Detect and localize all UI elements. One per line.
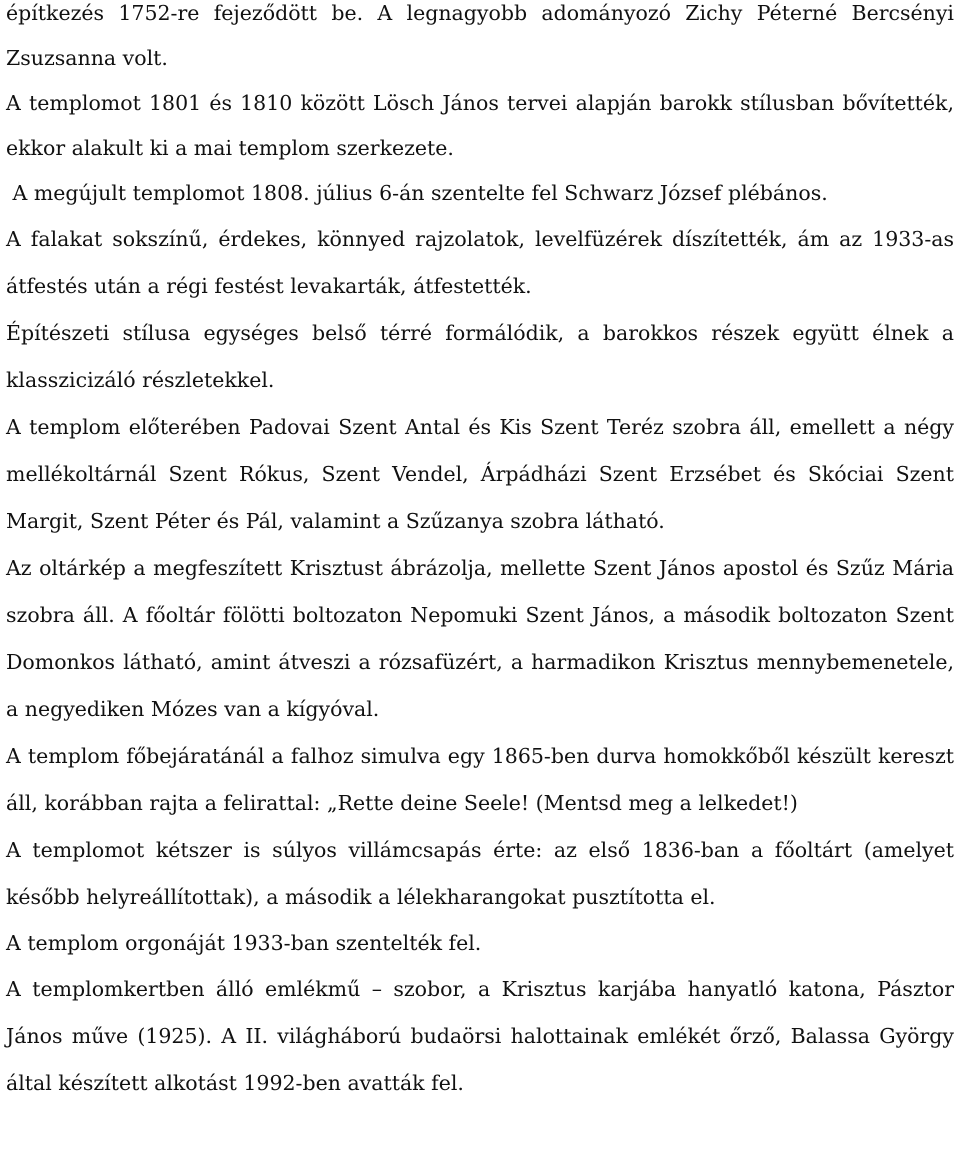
paragraph-consecration: A megújult templomot 1808. július 6-án szentelte fel Schwarz József plébános. [6,181,828,205]
paragraph-expansion: A templomot 1801 és 1810 között Lösch János tervei alapján barokk stílusban bővítették, ekkor alakult ki a mai templom szerkezete. [6,91,954,160]
paragraph-altarpiece: Az oltárkép a megfeszített Krisztust ábrázolja, mellette Szent János apostol és Szűz Mária szobra áll. A főoltár fölötti boltozaton Nepomuki Szent János, a második boltozaton Szent Domonkos látható, amint átveszi a rózsafüzért, a harmadikon Krisztus mennybemenetele, a negyediken Mózes van a kígyóval. [6,556,954,721]
paragraph-statues: A templom előterében Padovai Szent Antal és Kis Szent Teréz szobra áll, emellett a négy mellékoltárnál Szent Rókus, Szent Vendel, Árpádházi Szent Erzsébet és Skóciai Szent Margit, Szent Péter és Pál, valamint a Szűzanya szobra látható. [6,415,954,533]
paragraph-construction: építkezés 1752-re fejeződött be. A legnagyobb adományozó Zichy Péterné Bercsényi Zsuzsanna volt. [6,1,954,70]
paragraph-organ: A templom orgonáját 1933-ban szentelték fel. [6,931,482,955]
paragraph-cross: A templom főbejáratánál a falhoz simulva egy 1865-ben durva homokkőből készült kereszt áll, korábban rajta a felirattal: „Rette deine Seele! (Mentsd meg a lelkedet!) [6,744,954,815]
paragraph-memorial: A templomkertben álló emlékmű – szobor, a Krisztus karjába hanyatló katona, Pásztor János műve (1925). A II. világháború budaörsi halottainak emlékét őrző, Balassa György által készített alkotást 1992-ben avatták fel. [6,977,954,1095]
paragraph-lightning: A templomot kétszer is súlyos villámcsapás érte: az első 1836-ban a főoltárt (amelyet később helyreállítottak), a második a lélekharangokat pusztította el. [6,838,954,909]
paragraph-style: Építészeti stílusa egységes belső térré formálódik, a barokkos részek együtt élnek a klasszicizáló részletekkel. [6,321,954,392]
paragraph-walls: A falakat sokszínű, érdekes, könnyed rajzolatok, levelfüzérek díszítették, ám az 1933-as átfestés után a régi festést levakarták, átfestették. [6,227,954,298]
